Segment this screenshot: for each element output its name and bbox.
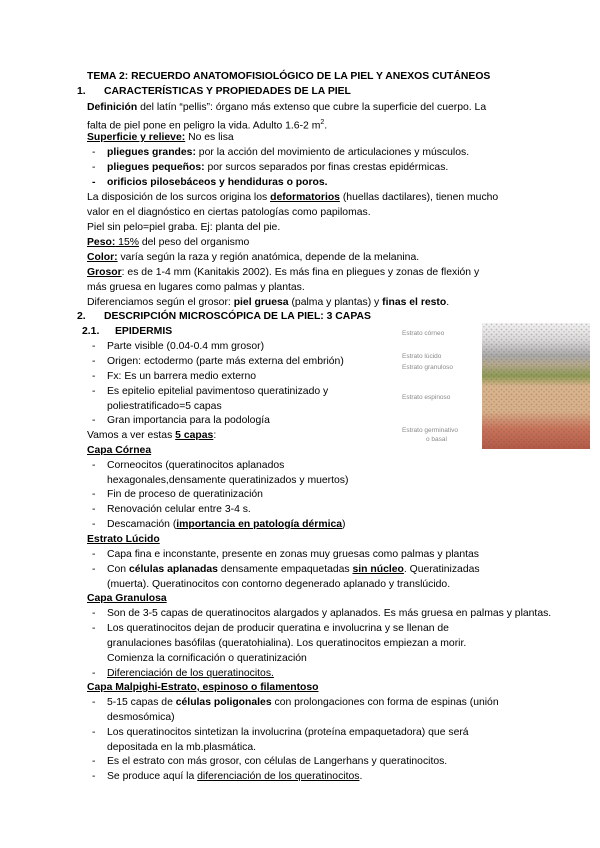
text-run: (palma y plantas) y <box>288 297 383 308</box>
text-run: Diferenciamos según el grosor: <box>87 297 234 308</box>
malpighi-title: Capa Malpighi-Estrato, espinoso o filamentoso <box>87 682 319 693</box>
figure-label-granuloso: Estrato granuloso <box>402 364 453 371</box>
list-item: - Los queratinocitos dejan de producir queratina e involucrina y se llenan de <box>107 622 449 636</box>
text-run: Con <box>107 564 129 575</box>
text-run-bold: células poligonales <box>175 697 272 708</box>
disposition-line <box>87 191 498 205</box>
weight-text: del peso del organismo <box>138 237 250 248</box>
text-run-emphasis: sin núcleo <box>352 564 404 575</box>
color-line <box>87 251 419 265</box>
text-run: densamente empaquetadas <box>217 564 353 575</box>
bullet-bold: pliegues grandes: <box>107 147 196 158</box>
thickness-label: Grosor <box>87 267 122 278</box>
weight-line <box>87 236 249 250</box>
text-run-bold: células aplanadas <box>128 564 218 575</box>
text-run: (huellas dactilares), tienen mucho <box>339 192 499 203</box>
color-text: varía según la raza y región anatómica, depende de la melanina. <box>117 252 420 263</box>
definition-text-2: falta de piel pone en peligro la vida. Adulto 1.6-2 m <box>87 120 321 132</box>
list-item: - Corneocitos (queratinocitos aplanados <box>107 459 284 473</box>
definition-sup: 2 <box>320 119 325 126</box>
list-item: - Es epitelio epitelial pavimentoso queratinizado y <box>107 385 328 399</box>
figure-label-germinativo: Estrato germinativo <box>402 427 458 434</box>
bullet-bold: pliegues pequeños: <box>107 162 205 173</box>
subsection-number: 2.1. <box>82 326 100 337</box>
text-run: La disposición de los surcos origina los <box>87 192 271 203</box>
skin-texture <box>482 323 590 449</box>
definition-end: . <box>324 120 328 132</box>
section-2-number: 2. <box>77 311 86 322</box>
list-item: - Origen: ectodermo (parte más externa del embrión) <box>107 355 344 369</box>
color-label: Color: <box>87 252 118 263</box>
list-item <box>107 696 499 710</box>
thickness-line <box>87 266 479 280</box>
weight-value: 15% <box>115 237 139 248</box>
figure-label-basal: o basal <box>426 436 447 443</box>
figure-label-espinoso: Estrato espinoso <box>402 394 451 401</box>
sin-pelo-line: Piel sin pelo=piel graba. Ej: planta del pie. <box>87 222 281 233</box>
surface-line <box>87 131 234 145</box>
list-item <box>107 770 362 784</box>
definition-label: Definición <box>87 102 138 113</box>
list-item <box>107 518 345 532</box>
text-run: Se produce aquí la <box>107 771 198 782</box>
list-item-cont: Comienza la cornificación o queratinización <box>107 653 307 664</box>
list-item: - orificios pilosebáceos y hendiduras o poros. <box>107 176 328 190</box>
list-item: - Diferenciación de los queratinocitos. <box>107 667 274 681</box>
section-1-heading: CARACTERÍSTICAS Y PROPIEDADES DE LA PIEL <box>104 86 351 97</box>
cornea-title: Capa Córnea <box>87 445 152 456</box>
text-run-emphasis: deformatorios <box>270 192 340 203</box>
list-item: - Fin de proceso de queratinización <box>107 488 263 502</box>
list-item: - Fx: Es un barrera medio externo <box>107 370 256 384</box>
text-run-bold: finas el resto <box>382 297 447 308</box>
text-run: 5-15 capas de <box>107 697 176 708</box>
list-item <box>107 161 448 175</box>
text-run: Vamos a ver estas <box>87 430 176 441</box>
surface-text: No es lisa <box>185 132 234 143</box>
text-run: con prolongaciones con forma de espinas (unión <box>271 697 499 708</box>
thickness-line-2: más gruesa en lugares como palmas y plantas. <box>87 282 305 293</box>
list-item-cont: depositada en la mb.plasmática. <box>107 742 257 753</box>
definition-line <box>87 101 486 115</box>
granulosa-title: Capa Granulosa <box>87 593 167 604</box>
list-item-cont: granulaciones basófilas (queratohialina). Los queratinocitos empiezan a morir. <box>107 638 467 649</box>
bullet-text: por surcos separados por finas crestas epidérmicas. <box>204 162 449 173</box>
text-run: ) <box>342 519 346 530</box>
list-item-cont: desmosómica) <box>107 712 175 723</box>
epidermis-layers-figure <box>400 323 592 453</box>
list-item-cont: poliestratificado=5 capas <box>107 401 222 412</box>
list-item-cont: hexagonales,densamente queratinizados y muertos) <box>107 475 349 486</box>
text-run: : <box>213 430 217 441</box>
text-run-emphasis: 5 capas <box>175 430 214 441</box>
section-1-number: 1. <box>77 86 86 97</box>
lucido-title: Estrato Lúcido <box>87 534 160 545</box>
list-item: - Son de 3-5 capas de queratinocitos alargados y aplanados. Es más gruesa en palmas y plantas. <box>107 607 551 621</box>
page-title: TEMA 2: RECUERDO ANATOMOFISIOLÓGICO DE LA PIEL Y ANEXOS CUTÁNEOS <box>87 71 491 82</box>
text-run: . Queratinizadas <box>403 564 480 575</box>
list-item: - Es el estrato con más grosor, con células de Langerhans y queratinocitos. <box>107 755 447 769</box>
weight-label: Peso: <box>87 237 116 248</box>
text-run: . <box>359 771 363 782</box>
list-item: - Parte visible (0.04-0.4 mm grosor) <box>107 340 264 354</box>
definition-text: del latín “pellis”: órgano más extenso que cubre la superficie del cuerpo. La <box>137 102 487 113</box>
figure-label-corneo: Estrato córneo <box>402 330 445 337</box>
surface-label: Superficie y relieve: <box>87 132 186 143</box>
disposition-line-2: valor en el diagnóstico en ciertas patologías como papilomas. <box>87 207 371 218</box>
list-item: - Los queratinocitos sintetizan la involucrina (proteína empaquetadora) que será <box>107 726 469 740</box>
list-item: - Renovación celular entre 3-4 s. <box>107 503 251 517</box>
thickness-text: : es de 1-4 mm (Kanitakis 2002). Es más fina en pliegues y zonas de flexión y <box>121 267 480 278</box>
text-run-bold: piel gruesa <box>233 297 289 308</box>
section-2-heading: DESCRIPCIÓN MICROSCÓPICA DE LA PIEL: 3 CAPAS <box>104 311 371 322</box>
figure-label-lucido: Estrato lúcido <box>402 353 442 360</box>
bullet-text: por la acción del movimiento de articulaciones y músculos. <box>195 147 470 158</box>
text-run-emphasis: importancia en patología dérmica <box>176 519 343 530</box>
list-item-cont: (muerta). Queratinocitos con contorno degenerado aplanado y translúcido. <box>107 579 451 590</box>
text-run: Descamación ( <box>107 519 177 530</box>
text-run: . <box>446 297 450 308</box>
subsection-heading: EPIDERMIS <box>115 326 173 337</box>
text-run-underline: diferenciación de los queratinocitos <box>197 771 360 782</box>
differentiate-line <box>87 296 449 310</box>
list-item: - Capa fina e inconstante, presente en zonas muy gruesas como palmas y plantas <box>107 548 479 562</box>
list-item: - Gran importancia para la podología <box>107 414 270 428</box>
list-item <box>107 563 480 577</box>
five-layers-line <box>87 429 216 443</box>
list-item <box>107 146 469 160</box>
